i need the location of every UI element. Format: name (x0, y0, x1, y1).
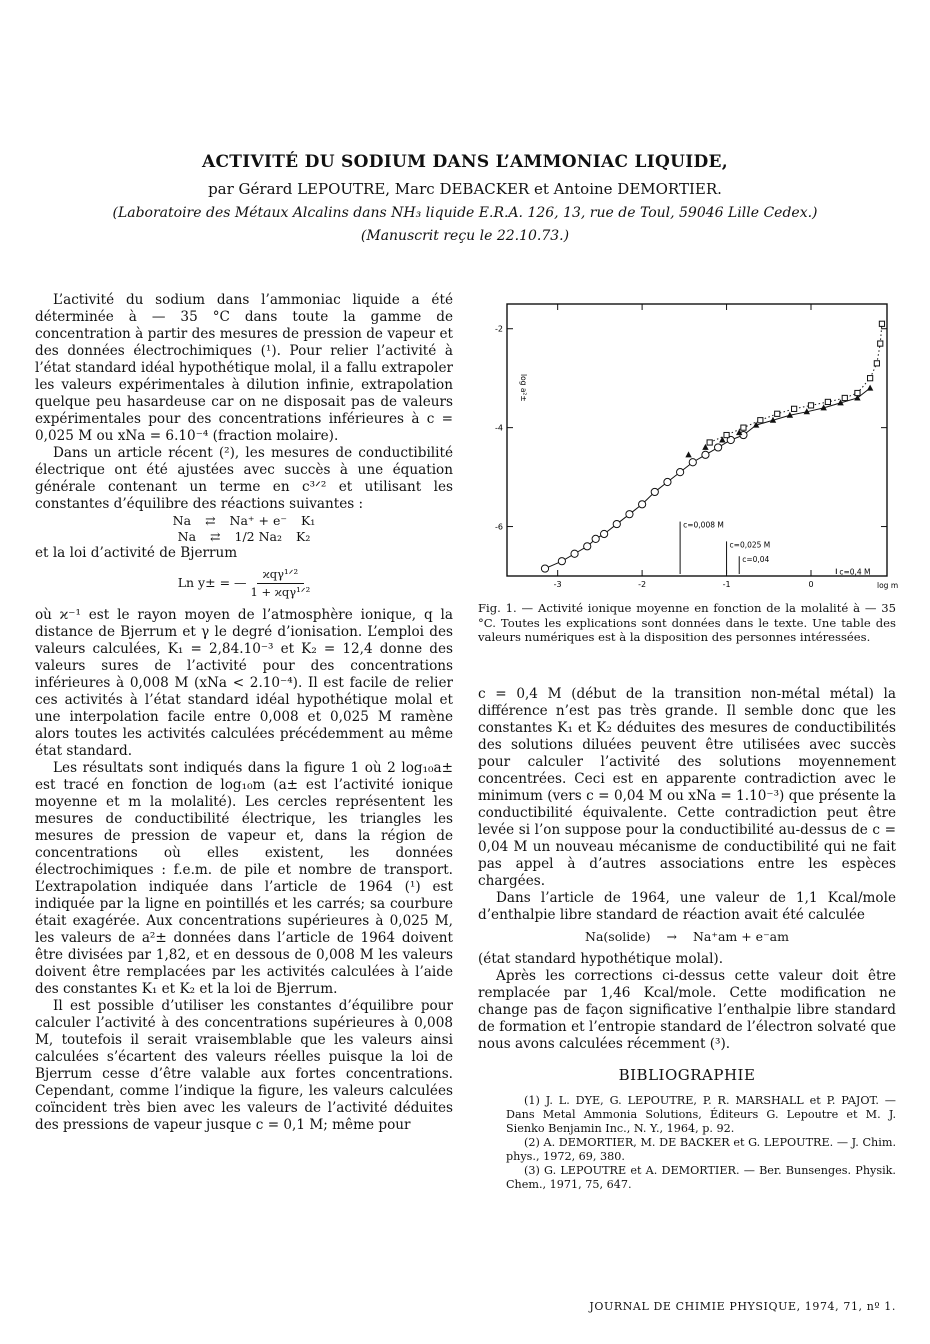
x-tick-label: -2 (638, 580, 647, 589)
square-point (825, 399, 830, 404)
paragraph: c = 0,4 M (début de la transition non-métal métal) la différence n’est pas très grande. Il semble donc que les constantes K₁ et K₂ déduites des mesures de conductibilités des solutions diluées peuvent être utilisées avec succès pour calculer l’activité des solutions moyennement concentrées. Ceci est en apparente contradiction avec le minimum (vers c = 0,04 M ou xNa = 1.10⁻³) que présente la conductibilité équivalente. Cette contradiction peut être levée si l’on suppose pour la conductibilité au-dessus de c = 0,04 M un nouveau mécanisme de conductibilité qui ne fait pas appel à d’autres associations entre les espèces chargées. (478, 686, 896, 889)
reference-3: (3) G. LEPOUTRE et A. DEMORTIER. — Ber. Bunsenges. Physik. Chem., 1971, 75, 647. (506, 1164, 896, 1191)
circle-point (601, 530, 608, 537)
square-point (775, 411, 780, 416)
paragraph: (état standard hypothétique molal). (478, 951, 724, 967)
reference-1: (1) J. L. DYE, G. LEPOUTRE, P. R. MARSHALL et P. PAJOT. — Dans Metal Ammonia Solutions, Éditeurs G. Lepoutre et M. J. Sienko Benjamin Inc., N. Y., 1964, p. 92. (506, 1094, 896, 1135)
circle-point (639, 501, 646, 508)
authors: par Gérard LEPOUTRE, Marc DEBACKER et Antoine DEMORTIER. (208, 180, 722, 198)
square-point (879, 321, 884, 326)
square-point (808, 403, 813, 408)
y-tick-label: -4 (495, 423, 503, 433)
x-tick-label: -3 (553, 580, 562, 589)
concentration-label: c=0,025 M (729, 540, 771, 550)
plot-frame (507, 304, 887, 576)
figure-caption: Fig. 1. — Activité ionique moyenne en fonction de la molalité à — 35 °C. Toutes les explications sont données dans le texte. Une table des valeurs numériques est à la disposition des personnes intéressées. (478, 601, 896, 644)
circle-point (651, 488, 658, 495)
circle-point (715, 444, 722, 451)
equation-k2: Na ⇄ 1/2 Na₂ K₂ (177, 529, 311, 544)
x-tick-label: -1 (722, 580, 731, 589)
paragraph: Il est possible d’utiliser les constantes d’équilibre pour calculer l’activité à des concentrations supérieures à 0,008 M, toutefois il serait vraisemblable que les valeurs ainsi calculées s’écartent des valeurs réelles puisque la loi de Bjerrum cesse d’être valable aux fortes concentrations. Cependant, comme l’indique la figure, les valeurs calculées coïncident très bien avec les valeurs de l’activité déduites des pressions de vapeur jusque c = 0,1 M; même pour (35, 998, 453, 1133)
paragraph: et la loi d’activité de Bjerrum (35, 545, 238, 561)
reaction-equation: Na(solide) → Na⁺am + e⁻am (585, 929, 789, 944)
paragraph: Dans l’article de 1964, une valeur de 1,1 Kcal/mole d’enthalpie libre standard de réaction avait été calculée (478, 890, 896, 923)
figure-1 (485, 298, 899, 598)
equation-k1: Na ⇄ Na⁺ + e⁻ K₁ (172, 513, 316, 528)
circle-point (541, 565, 548, 572)
article-title: ACTIVITÉ DU SODIUM DANS L’AMMONIAC LIQUIDE, (201, 152, 729, 172)
left-column (35, 292, 453, 1134)
circle-point (584, 543, 591, 550)
bibliography-heading: BIBLIOGRAPHIE (618, 1066, 756, 1084)
reference-2: (2) A. DEMORTIER, M. DE BACKER et G. LEPOUTRE. — J. Chim. phys., 1972, 69, 380. (506, 1136, 896, 1163)
square-point (707, 440, 712, 445)
paragraph: Après les corrections ci-dessus cette valeur doit être remplacée par 1,46 Kcal/mole. Cette modification ne change pas de façon significative l’enthalpie libre standard de formation et l’entropie standard de l’électron solvaté que nous avons calculées récemment (³). (478, 968, 896, 1052)
triangle-point (867, 385, 873, 391)
square-point (758, 418, 763, 423)
circle-point (702, 451, 709, 458)
activity-chart (485, 298, 899, 598)
journal-footer: JOURNAL DE CHIMIE PHYSIQUE, 1974, 71, nº 1. (589, 1300, 896, 1313)
circle-point (689, 459, 696, 466)
circle-point (592, 535, 599, 542)
paragraph: Les résultats sont indiqués dans la figure 1 où 2 log₁₀a± est tracé en fonction de log₁₀m (a± est l’activité ionique moyenne et m la molalité). Les cercles représentent les mesures de conductibilité électrique, les triangles les mesures de pression de vapeur et, dans la région de concentrations où elles existent, les données électrochimiques : f.e.m. de pile et nombre de transport. L’extrapolation indiquée dans l’article de 1964 (¹) est indiquée par la ligne en pointillés et les carrés; sa courbure était exagérée. Aux concentrations supérieures à 0,025 M, les valeurs de a²± données dans l’article de 1964 doivent être divisées par 1,82, et en dessous de 0,008 M les valeurs doivent être remplacées par les activités calculées à l’aide des constantes K₁ et K₂ et la loi de Bjerrum. (35, 760, 453, 997)
square-point (792, 406, 797, 411)
right-column (478, 686, 896, 1192)
x-axis-label: log m (877, 581, 899, 590)
triangle-point (685, 451, 691, 457)
square-point (878, 341, 883, 346)
y-axis-label: log a²± (519, 374, 528, 402)
concentration-label: c=0,008 M (683, 520, 724, 530)
bjerrum-equation: Ln y± = — $\frac{\text{ϰqγ¹ᐟ²}}{\text{1 + ϰqγ¹ᐟ²}}$ (177, 567, 311, 599)
circle-point (571, 550, 578, 557)
concentration-label: c=0,4 M (839, 567, 871, 577)
y-tick-label: -2 (495, 324, 503, 334)
circle-point (558, 558, 565, 565)
paragraph: Dans un article récent (²), les mesures de conductibilité électrique ont été ajustées avec succès à une équation générale contenant un terme en c³ᐟ² et utilisant les constantes d’équilibre des réactions suivantes : (35, 445, 453, 512)
y-tick-label: -6 (495, 522, 503, 532)
square-point (874, 361, 879, 366)
received-date: (Manuscrit reçu le 22.10.73.) (360, 228, 570, 244)
square-point (724, 432, 729, 437)
concentration-label: c=0,04 (742, 555, 770, 565)
affiliation: (Laboratoire des Métaux Alcalins dans NH₃ liquide E.R.A. 126, 13, rue de Toul, 59046 Lille Cedex.) (112, 205, 818, 221)
circle-point (613, 520, 620, 527)
square-point (868, 376, 873, 381)
extrapolation-dotted-line (710, 324, 882, 443)
paragraph: où ϰ⁻¹ est le rayon moyen de l’atmosphère ionique, q la distance de Bjerrum et γ le degré d’ionisation. L’emploi des valeurs calculées, K₁ = 2,84.10⁻³ et K₂ = 12,4 donne des valeurs sures de l’activité pour des concentrations inférieures à 0,008 M (xNa < 2.10⁻⁴). Il est facile de relier ces activités à l’état standard idéal hypothétique molal et une interpolation facile entre 0,008 et 0,025 M ramène alors toutes les activités calculées précédemment au même état standard. (35, 607, 453, 759)
circle-point (677, 469, 684, 476)
x-tick-label: 0 (808, 580, 814, 589)
circle-point (626, 511, 633, 518)
square-point (842, 395, 847, 400)
paragraph: L’activité du sodium dans l’ammoniac liquide a été déterminée à — 35 °C dans toute la gamme de concentration à partir des mesures de pression de vapeur et des données électrochimiques (¹). Pour relier l’activité à l’état standard idéal hypothétique molal, il a fallu extrapoler les valeurs expérimentales à dilution infinie, extrapolation quelque peu hasardeuse car on ne disposait pas de valeurs expérimentales pour des concentrations inférieures à c = 0,025 M ou xNa = 6.10⁻⁴ (fraction molaire). (35, 292, 453, 444)
circle-point (664, 478, 671, 485)
square-point (741, 425, 746, 430)
square-point (855, 390, 860, 395)
